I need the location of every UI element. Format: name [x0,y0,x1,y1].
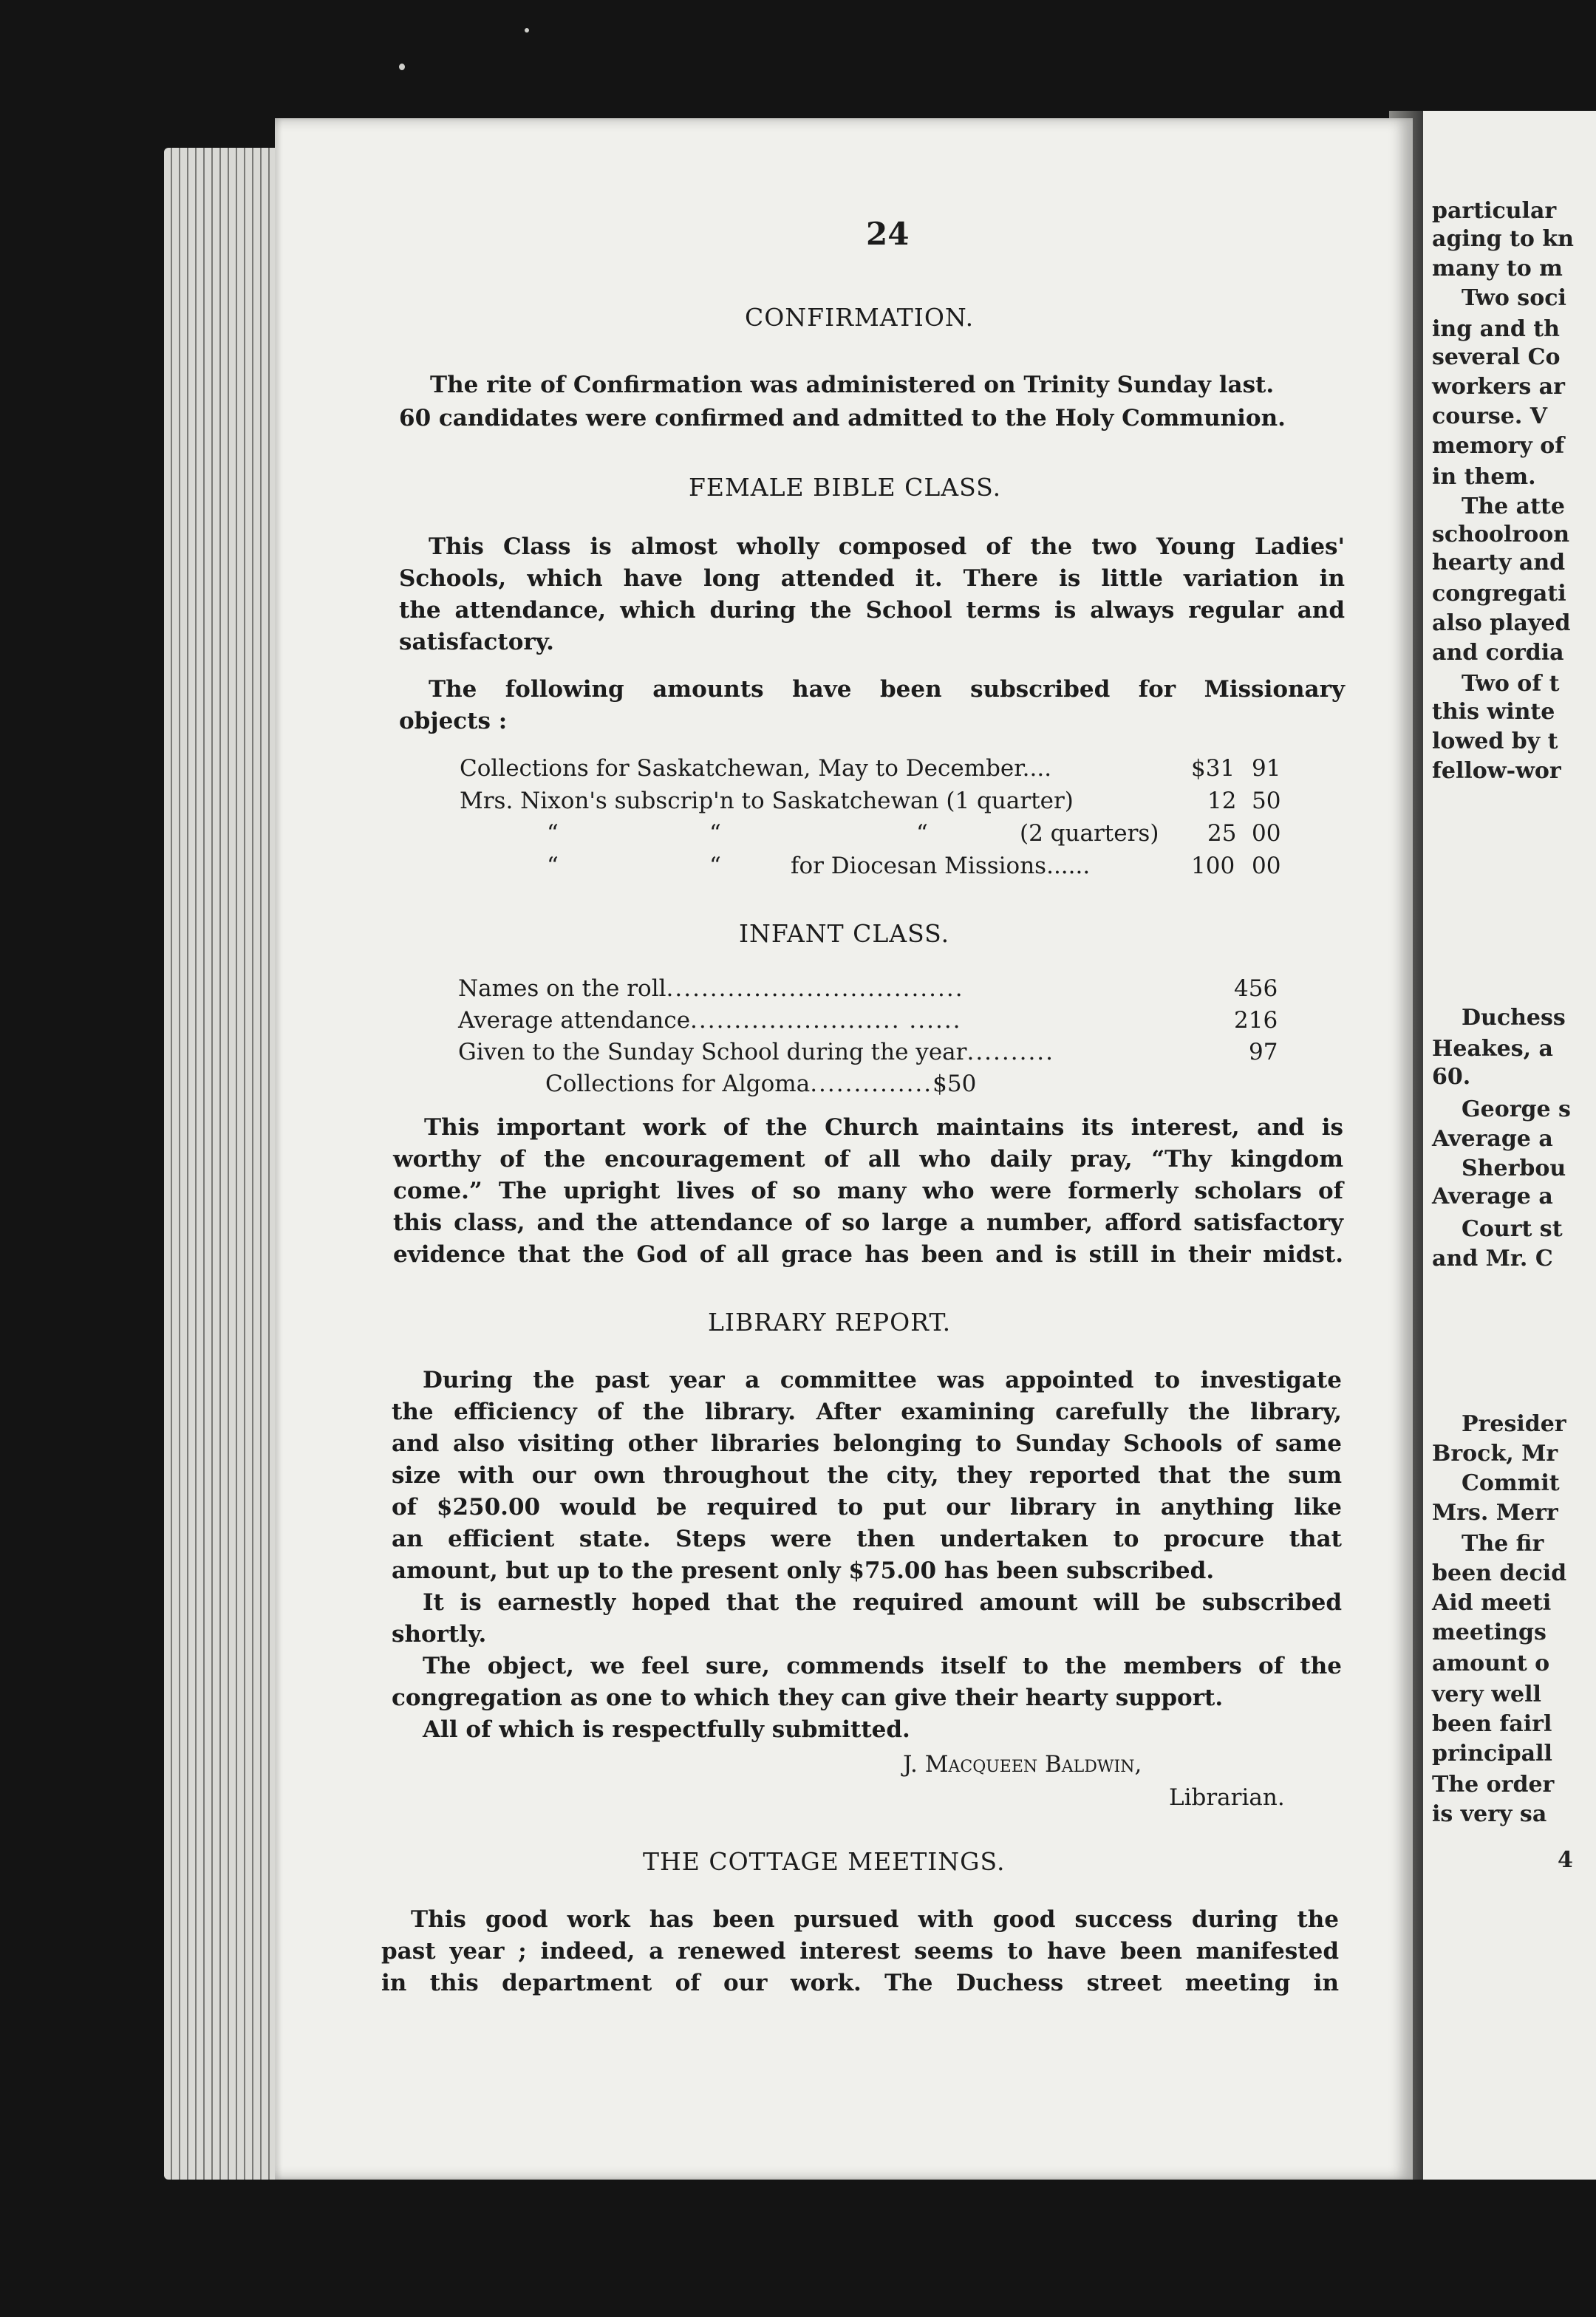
facing-page-text: many to m [1432,256,1563,281]
facing-page-text: 60. [1432,1064,1471,1090]
leader-dots: .......... [966,1039,1055,1065]
paragraph-line: amount, but up to the present only $75.00 has been subscribed. [392,1557,1215,1584]
facing-page-text: Aid meeti [1432,1590,1552,1616]
leader-dots: .................................. [666,975,964,1002]
facing-page-text: Presider [1462,1411,1566,1437]
facing-page-text: been fairl [1432,1711,1552,1737]
facing-page-text: Court st [1462,1216,1563,1242]
facing-page-text: schoolroon [1432,522,1570,547]
facing-page-text: amount o [1432,1651,1550,1676]
infant-class-heading: INFANT CLASS. [739,919,950,948]
subscription-label: (2 quarters) [1020,820,1159,847]
confirmation-heading: CONFIRMATION. [745,303,975,332]
paragraph-line: Schools, which have long attended it. There is little variation in [399,565,1345,592]
infant-row-value: $50 [932,1071,977,1097]
facing-page-text: The order [1432,1772,1555,1798]
ditto-mark: “ [547,820,559,847]
paragraph-line: The following amounts have been subscribed for Missionary [429,676,1345,703]
facing-page-text: Mrs. Merr [1432,1500,1558,1526]
infant-row [458,1039,1054,1065]
subscription-label: for Diocesan Missions...... [791,853,1091,879]
paragraph-line: and also visiting other libraries belonging to Sunday Schools of same [392,1430,1342,1457]
ditto-mark: “ [547,853,559,879]
leader-dots: ........................ ...... [690,1007,962,1034]
facing-page-text: ing and th [1432,316,1560,342]
subscription-dollars: $31 [1191,755,1235,782]
paragraph-line: This important work of the Church maintains its interest, and is [424,1114,1343,1141]
page-number: 24 [866,216,910,252]
facing-page-text: Two soci [1462,285,1566,311]
facing-page-text: also played [1432,610,1571,636]
page-edges [164,148,282,2180]
subscription-dollars: 100 [1191,853,1235,879]
paragraph-line: the efficiency of the library. After examining carefully the library, [392,1399,1342,1425]
paragraph-line: of $250.00 would be required to put our library in anything like [392,1494,1342,1521]
leader-dots: .............. [810,1071,933,1097]
paragraph-line: congregation as one to which they can give their hearty support. [392,1685,1224,1711]
subscription-cents: 00 [1252,820,1281,847]
subscription-dollars: 12 [1207,788,1237,814]
subscription-label: Mrs. Nixon's subscrip'n to Saskatchewan (1 quarter) [460,788,1074,814]
infant-row-label: Names on the roll [458,975,666,1002]
signature-title: Librarian. [1169,1784,1285,1811]
subscription-cents: 00 [1252,853,1281,879]
facing-page-text: lowed by t [1432,728,1558,754]
paragraph-line: During the past year a committee was appointed to investigate [423,1367,1342,1393]
facing-page-text: and cordia [1432,640,1564,666]
ditto-mark: “ [916,820,928,847]
facing-page-text: Commit [1462,1470,1560,1496]
infant-row [458,1007,962,1034]
paragraph-line: past year ; indeed, a renewed interest seems to have been manifested [381,1938,1339,1965]
paragraph-line: the attendance, which during the School terms is always regular and [399,597,1345,624]
facing-page-text: been decid [1432,1560,1567,1586]
infant-row-value: 216 [1234,1007,1278,1034]
infant-row-value: 456 [1234,975,1278,1002]
subscription-cents: 91 [1252,755,1281,782]
facing-page [1423,111,1596,2180]
paragraph-line: satisfactory. [399,629,554,655]
subscription-label: Collections for Saskatchewan, May to December.... [460,755,1052,782]
infant-row [545,1071,976,1097]
facing-page-text: memory of [1432,433,1565,459]
facing-page-text: aging to kn [1432,226,1574,252]
facing-page-text: in them. [1432,464,1536,490]
facing-page-text: George s [1462,1096,1571,1122]
paragraph-line: an efficient state. Steps were then undertaken to procure that [392,1526,1342,1552]
facing-page-text: workers ar [1432,374,1565,400]
paragraph-line: shortly. [392,1621,487,1648]
facing-page-text: course. V [1432,403,1548,429]
signature: J. Macqueen Baldwin, [903,1751,1142,1778]
facing-page-text: particular [1432,198,1557,224]
facing-page-text: Brock, Mr [1432,1441,1558,1467]
infant-row-label: Average attendance [458,1007,691,1034]
paragraph-line: worthy of the encouragement of all who daily pray, “Thy kingdom [393,1146,1343,1173]
facing-page-text: The fir [1462,1531,1544,1557]
facing-page-text: Average a [1432,1184,1553,1209]
facing-page-text: and Mr. C [1432,1246,1553,1272]
facing-page-text: Duchess [1462,1005,1566,1031]
female-bible-class-heading: FEMALE BIBLE CLASS. [689,473,1002,502]
facing-page-text: several Co [1432,344,1561,370]
subscription-dollars: 25 [1207,820,1237,847]
dust-speck [525,28,529,33]
subscription-cents: 50 [1252,788,1281,814]
paragraph-line: come.” The upright lives of so many who were formerly scholars of [393,1178,1343,1204]
paragraph-line: size with our own throughout the city, they reported that the sum [392,1462,1342,1489]
paragraph-line: evidence that the God of all grace has been and is still in their midst. [393,1241,1343,1268]
ditto-mark: “ [709,820,721,847]
facing-page-text: is very sa [1432,1801,1547,1827]
paragraph-line: This good work has been pursued with good success during the [411,1906,1339,1933]
facing-page-text: 4 [1558,1847,1573,1873]
facing-page-text: Heakes, a [1432,1036,1553,1062]
infant-row-label: Given to the Sunday School during the year [458,1039,967,1065]
paragraph-line: The object, we feel sure, commends itself to the members of the [423,1653,1342,1679]
facing-page-text: Sherbou [1462,1156,1566,1181]
dust-speck [399,64,405,70]
library-report-heading: LIBRARY REPORT. [708,1308,952,1337]
infant-row-label: Collections for Algoma [545,1071,811,1097]
facing-page-text: Average a [1432,1126,1553,1152]
paragraph-line: in this department of our work. The Duchess street meeting in [381,1970,1339,1996]
facing-page-text: principall [1432,1741,1552,1767]
facing-page-text: The atte [1462,494,1565,519]
closing-line: All of which is respectfully submitted. [423,1716,910,1743]
facing-page-text: this winte [1432,699,1555,725]
facing-page-text: congregati [1432,581,1566,607]
facing-page-text: Two of t [1462,671,1560,697]
facing-page-text: fellow-wor [1432,758,1561,784]
paragraph-line: this class, and the attendance of so large a number, afford satisfactory [393,1209,1343,1236]
confirmation-line: 60 candidates were confirmed and admitted to the Holy Communion. [399,405,1286,431]
infant-row-value: 97 [1249,1039,1278,1065]
paragraph-line: This Class is almost wholly composed of the two Young Ladies' [429,533,1345,560]
paragraph-line: It is earnestly hoped that the required amount will be subscribed [423,1589,1342,1616]
facing-page-text: very well [1432,1682,1541,1707]
paragraph-line: objects : [399,708,508,734]
confirmation-line: The rite of Confirmation was administered on Trinity Sunday last. [430,372,1275,398]
ditto-mark: “ [709,853,721,879]
infant-row [458,975,964,1002]
facing-page-text: hearty and [1432,550,1566,576]
facing-page-text: meetings [1432,1620,1546,1645]
cottage-meetings-heading: THE COTTAGE MEETINGS. [643,1847,1006,1876]
